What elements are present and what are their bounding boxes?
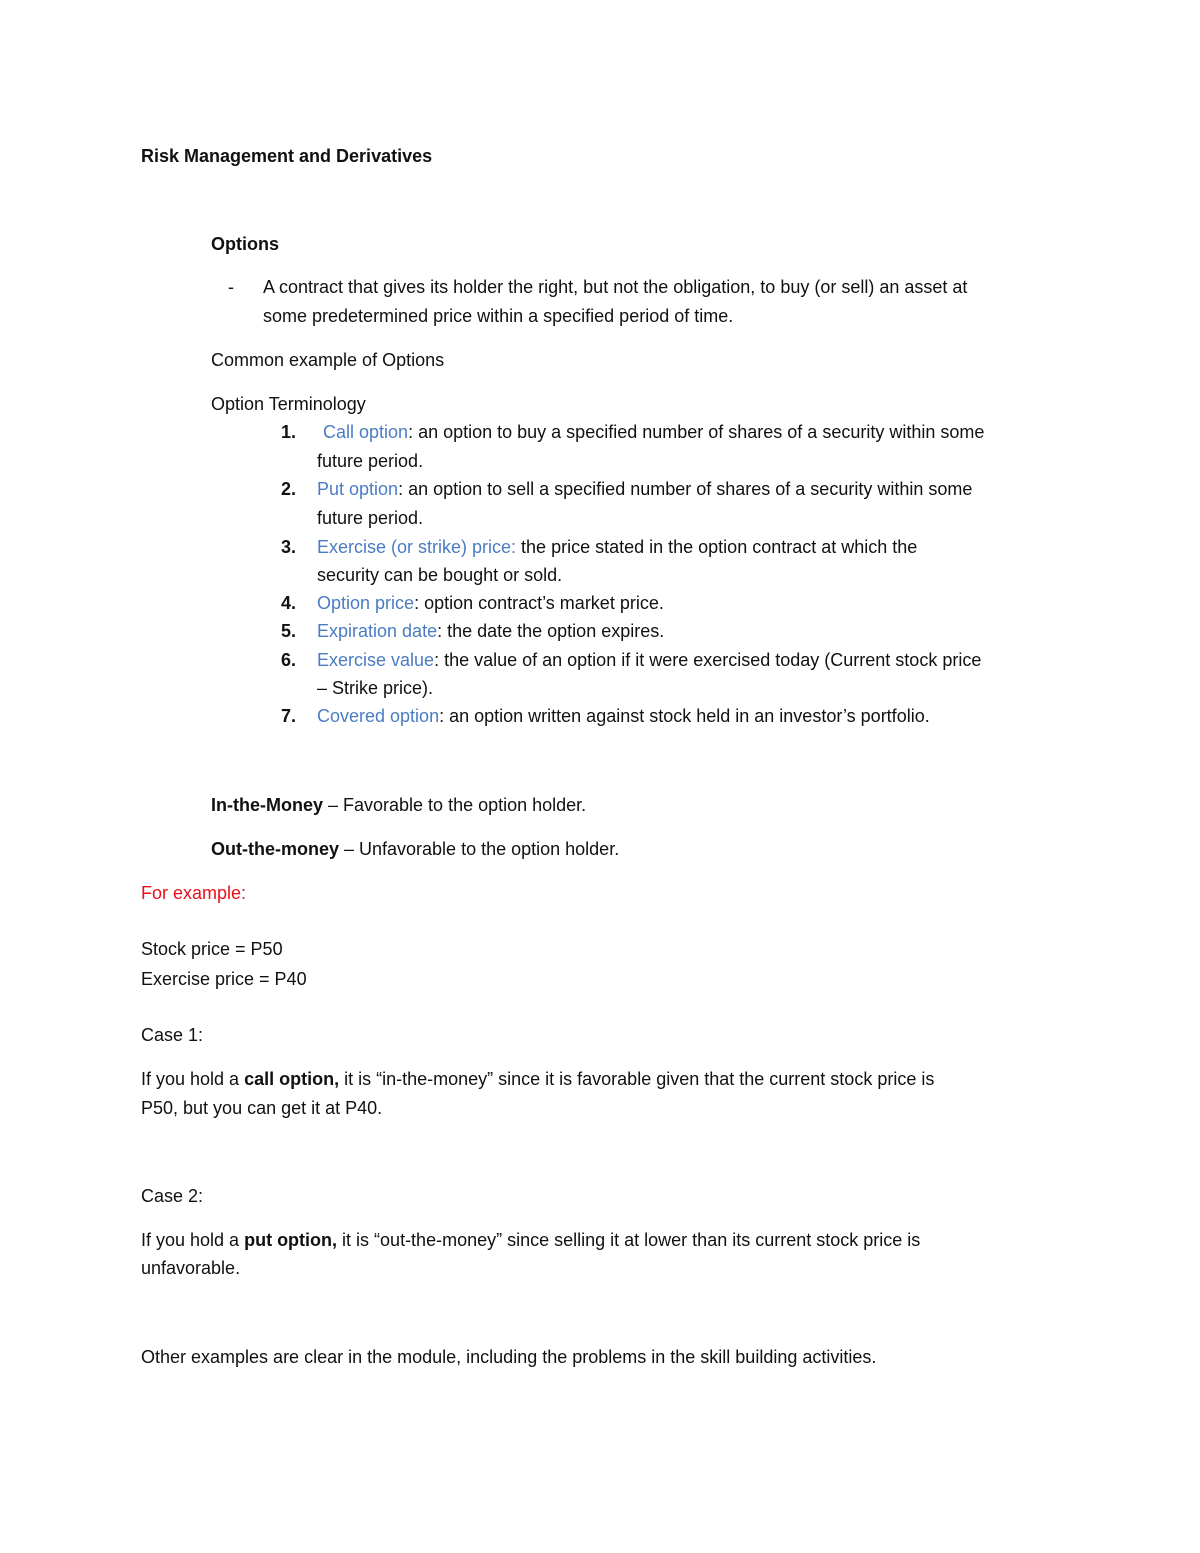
term-description: : the value of an option if it were exercised today (Current stock price [434, 650, 982, 670]
term-description: : an option to sell a specified number of shares of a security within some [398, 479, 973, 499]
in-the-money-text: – Favorable to the option holder. [323, 795, 587, 815]
common-example-text: Common example of Options [211, 350, 445, 370]
case2-pre: If you hold a [141, 1230, 245, 1250]
terminology-heading: Option Terminology [211, 394, 366, 414]
case1-bold: call option, [244, 1069, 340, 1089]
term-description: : option contract’s market price. [414, 593, 664, 613]
term-description: the price stated in the option contract at which the [516, 537, 918, 557]
example-heading: For example: [141, 883, 247, 903]
stock-price-text: Stock price = P50 [141, 939, 283, 959]
list-item-line1 [317, 589, 664, 617]
document-title: Risk Management and Derivatives [141, 146, 433, 166]
list-item-line1 [317, 702, 930, 730]
footer-text: Other examples are clear in the module, including the problems in the skill building activities. [141, 1347, 877, 1367]
case1-line2: P50, but you can get it at P40. [141, 1098, 383, 1118]
term-put-option: Put option [317, 479, 399, 499]
term-covered-option: Covered option [317, 706, 440, 726]
case2-line1 [141, 1226, 920, 1254]
case1-post: it is “in-the-money” since it is favorable given that the current stock price is [339, 1069, 935, 1089]
case1-label: Case 1: [141, 1025, 204, 1045]
list-number: 4. [281, 593, 297, 613]
list-number: 5. [281, 621, 297, 641]
list-item-line1 [317, 646, 981, 674]
out-the-money-label: Out-the-money [211, 839, 339, 859]
bullet-marker: - [228, 277, 234, 297]
out-the-money-text: – Unfavorable to the option holder. [339, 839, 620, 859]
list-number: 2. [281, 479, 297, 499]
in-the-money-label: In-the-Money [211, 795, 323, 815]
list-item-line1 [317, 533, 917, 561]
term-description: : the date the option expires. [437, 621, 665, 641]
term-option-price: Option price [317, 593, 415, 613]
term-exercise-value: Exercise value [317, 650, 435, 670]
list-item-line1 [323, 418, 984, 446]
list-item-line2: – Strike price). [317, 678, 434, 698]
case1-pre: If you hold a [141, 1069, 245, 1089]
options-definition-line2: some predetermined price within a specified period of time. [263, 306, 734, 326]
list-number: 7. [281, 706, 297, 726]
term-description: : an option written against stock held in an investor’s portfolio. [439, 706, 930, 726]
out-the-money-line [211, 835, 619, 863]
in-the-money-line [211, 791, 586, 819]
term-exercise-price: Exercise (or strike) price: [317, 537, 517, 557]
list-item-line2: security can be bought or sold. [317, 565, 563, 585]
case1-line1 [141, 1065, 934, 1093]
list-number: 1. [281, 422, 297, 442]
term-call-option: Call option [323, 422, 409, 442]
case2-post: it is “out-the-money” since selling it at lower than its current stock price is [337, 1230, 921, 1250]
list-number: 3. [281, 537, 297, 557]
list-item-line1 [317, 475, 972, 503]
list-item-line2: future period. [317, 451, 424, 471]
exercise-price-text: Exercise price = P40 [141, 969, 307, 989]
term-description: : an option to buy a specified number of shares of a security within some [408, 422, 985, 442]
options-heading: Options [211, 234, 279, 254]
list-item-line1 [317, 617, 664, 645]
options-definition-line1: A contract that gives its holder the right, but not the obligation, to buy (or sell) an asset at [263, 277, 968, 297]
case2-line2: unfavorable. [141, 1258, 241, 1278]
list-item-line2: future period. [317, 508, 424, 528]
case2-bold: put option, [244, 1230, 338, 1250]
term-expiration-date: Expiration date [317, 621, 438, 641]
case2-label: Case 2: [141, 1186, 204, 1206]
list-number: 6. [281, 650, 297, 670]
